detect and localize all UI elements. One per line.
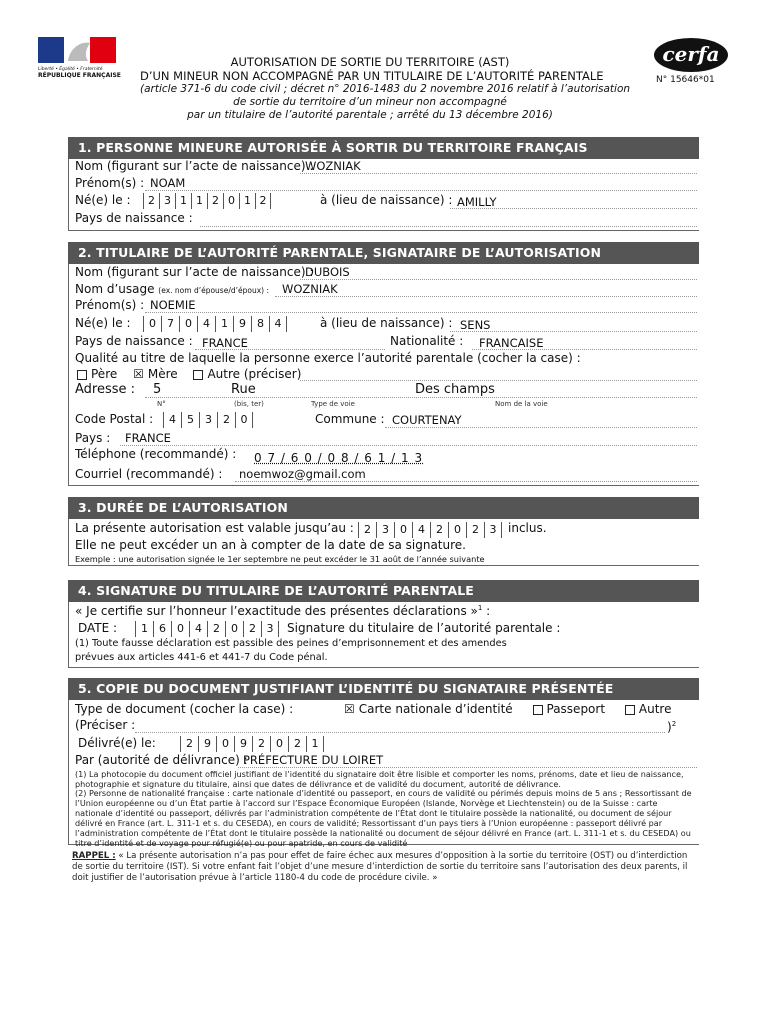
digit: 3	[376, 522, 394, 538]
digit: 0	[235, 412, 253, 428]
parent-lieu-label: à (lieu de naissance) :	[320, 316, 453, 330]
preciser-end	[667, 720, 676, 734]
digit: 2	[430, 522, 448, 538]
parent-birth-date[interactable]	[143, 316, 287, 332]
adresse-label: Adresse :	[75, 382, 136, 397]
autre-label: Autre (préciser)	[207, 367, 302, 381]
certify-main: « Je certifie sur l’honneur l’exactitude des présentes déclarations »	[75, 604, 478, 618]
digit: 2	[207, 193, 223, 209]
valid-date[interactable]	[358, 522, 502, 538]
usage-label-text: Nom d’usage	[75, 282, 155, 296]
tel-value[interactable]: 0 7 / 6 0 / 0 8 / 6 1 / 1 3	[254, 451, 424, 465]
valid-example: Exemple : une autorisation signée le 1er septembre ne peut excéder le 31 août de l’année suivante	[75, 554, 485, 564]
minor-lieu-value[interactable]: AMILLY	[457, 195, 497, 209]
valid-line-2: Elle ne peut excéder un an à compter de la date de sa signature.	[75, 538, 466, 552]
cerfa-logo: cerfa	[654, 38, 728, 72]
cp-digits[interactable]	[163, 412, 253, 428]
section-1-header: 1. PERSONNE MINEURE AUTORISÉE À SORTIR DU TERRITOIRE FRANÇAIS	[68, 137, 699, 159]
digit: 4	[412, 522, 430, 538]
rappel	[72, 851, 699, 884]
hint-num: N°	[157, 400, 166, 408]
digit: 4	[269, 316, 287, 332]
commune-label: Commune :	[315, 412, 385, 426]
dotted-line	[450, 208, 697, 209]
checkbox-mere[interactable]: ☒	[133, 366, 144, 381]
digit: 2	[243, 621, 261, 637]
date-label: DATE :	[78, 621, 118, 635]
digit: 2	[466, 522, 484, 538]
cerfa-number: N° 15646*01	[656, 75, 715, 85]
signature-label: Signature du titulaire de l’autorité parentale :	[287, 621, 561, 635]
digit: 1	[239, 193, 255, 209]
parent-nat-value[interactable]: FRANCAISE	[479, 336, 544, 350]
parent-nom-label: Nom (figurant sur l’acte de naissance) :	[75, 265, 314, 279]
digit: 0	[225, 621, 243, 637]
dotted-line	[385, 427, 697, 428]
section-4-header: 4. SIGNATURE DU TITULAIRE DE L’AUTORITÉ PARENTALE	[68, 580, 699, 602]
section-5-header: 5. COPIE DU DOCUMENT JUSTIFIANT L’IDENTITÉ DU SIGNATAIRE PRÉSENTÉE	[68, 678, 699, 700]
signature-date[interactable]	[135, 621, 279, 637]
dotted-line	[238, 767, 697, 768]
republic-label: RÉPUBLIQUE FRANÇAISE	[38, 72, 121, 79]
parent-prenom-label: Prénom(s) :	[75, 298, 145, 312]
checkbox-cni[interactable]: ☒	[344, 701, 355, 716]
digit: 3	[484, 522, 502, 538]
cni-label: Carte nationale d’identité	[358, 702, 513, 716]
dotted-line	[135, 732, 665, 733]
digit: 4	[197, 316, 215, 332]
cp-label: Code Postal :	[75, 412, 154, 426]
digit: 8	[251, 316, 269, 332]
digit: 0	[394, 522, 412, 538]
dotted-line	[472, 349, 697, 350]
dotted-line	[300, 380, 697, 381]
usage-hint: (ex. nom d’épouse/d’époux) :	[158, 286, 269, 295]
hint-type: Type de voie	[311, 400, 355, 408]
parent-usage-label	[75, 282, 269, 296]
doc-type-label: Type de document (cocher la case) :	[75, 702, 294, 716]
minor-birth-label: Né(e) le :	[75, 193, 131, 207]
digit: 7	[161, 316, 179, 332]
digit: 9	[198, 736, 216, 752]
minor-birth-date[interactable]	[143, 193, 271, 209]
minor-pays-label: Pays de naissance :	[75, 211, 193, 225]
checkbox-autre[interactable]	[193, 370, 203, 380]
digit: 2	[252, 736, 270, 752]
footnote-1: (1) La photocopie du document officiel justifiant de l’identité du signataire doit être lisible et comporter les noms, prénoms, date et lieu de naissance, photographie et signature du titulaire, ainsi que dates de délivrance et de validité du document, autorité de délivrance.	[75, 769, 684, 789]
rappel-label: RAPPEL :	[72, 851, 116, 861]
par-value[interactable]: PRÉFECTURE DU LOIRET	[243, 753, 384, 767]
adresse-type-voie[interactable]: Rue	[231, 382, 256, 397]
minor-lieu-label: à (lieu de naissance) :	[320, 193, 453, 207]
digit: 0	[171, 621, 189, 637]
motto: Liberté • Égalité • Fraternité	[38, 67, 103, 72]
preciser-paren: )	[667, 720, 672, 734]
inclus-label: inclus.	[508, 521, 547, 535]
subtitle-line-3: par un titulaire de l’autorité parentale ; arrêté du 13 décembre 2016)	[187, 109, 553, 121]
adresse-nom-voie[interactable]: Des champs	[415, 382, 495, 397]
digit: 0	[270, 736, 288, 752]
digit: 6	[153, 621, 171, 637]
parent-nat-label: Nationalité :	[390, 334, 464, 348]
digit: 1	[306, 736, 324, 752]
digit: 1	[175, 193, 191, 209]
tel-label: Téléphone (recommandé) :	[75, 447, 237, 461]
pere-label: Père	[91, 367, 118, 381]
digit: 0	[143, 316, 161, 332]
title-line-1: AUTORISATION DE SORTIE DU TERRITOIRE (AST)	[230, 55, 510, 69]
dotted-line	[300, 279, 697, 280]
doc-type-options	[344, 702, 671, 716]
digit: 5	[181, 412, 199, 428]
form-title	[140, 55, 631, 122]
par-label: Par (autorité de délivrance) :	[75, 753, 248, 767]
digit: 9	[234, 736, 252, 752]
dotted-line	[275, 296, 697, 297]
hint-nom: Nom de la voie	[495, 400, 548, 408]
digit: 2	[207, 621, 225, 637]
republique-logo	[38, 37, 121, 83]
commune-value[interactable]: COURTENAY	[392, 413, 462, 427]
pays2-value[interactable]: FRANCE	[125, 431, 171, 445]
mere-label: Mère	[147, 367, 178, 381]
parent-lieu-value[interactable]: SENS	[460, 318, 491, 332]
minor-nom-value[interactable]: WOZNIAK	[305, 159, 361, 173]
certify-sup: 1	[477, 604, 483, 612]
pays2-label: Pays :	[75, 431, 111, 445]
digit: 2	[143, 193, 159, 209]
checkbox-pere[interactable]	[77, 370, 87, 380]
parent-nom-value[interactable]: DUBOIS	[305, 265, 350, 279]
fausse-declaration-note-1: (1) Toute fausse déclaration est passible des peines d’emprisonnement et des amendes	[75, 638, 507, 649]
fausse-declaration-note-2: prévues aux articles 441-6 et 441-7 du Code pénal.	[75, 652, 328, 663]
digit: 4	[163, 412, 181, 428]
section-3-header: 3. DURÉE DE L’AUTORISATION	[68, 497, 699, 519]
digit: 3	[159, 193, 175, 209]
digit: 0	[448, 522, 466, 538]
minor-prenom-label: Prénom(s) :	[75, 176, 145, 190]
minor-prenom-value[interactable]: NOAM	[150, 176, 186, 190]
digit: 2	[255, 193, 271, 209]
checkbox-autre-doc[interactable]	[625, 705, 635, 715]
dotted-line	[300, 173, 697, 174]
valid-label: La présente autorisation est valable jusqu’au :	[75, 521, 354, 535]
title-line-2: D’UN MINEUR NON ACCOMPAGNÉ PAR UN TITULAIRE DE L’AUTORITÉ PARENTALE	[140, 69, 604, 83]
footnote-2: (2) Personne de nationalité française : carte nationale d’identité ou passeport, en cours de validité ou périmés depuis moins de 5 ans ; Ressortissant de l’Union européenne ou d’un État partie à l’accord sur l’Espace Économique Européen (Islande, Norvège et Liechtenstein) ou de la Suisse : carte nationale d’identité ou passeport, délivrés par l’administration compétente de l’État dont le titulaire possède la nationalité, ou document de séjour délivré en France (art. L. 311-1 et s. du CESEDA), en cours de validité; Ressortissant d’un pays tiers à l’Union européenne : passeport délivré par l’administration compétente de l’État dont le titulaire possède la nationalité ou document de séjour délivré en France (art. L. 311-1 et s. du CESEDA) ou titre d’identité et de voyage pour réfugié(e) ou pour apatride, en cours de validité	[75, 788, 692, 848]
digit: 3	[199, 412, 217, 428]
digit: 0	[216, 736, 234, 752]
passeport-label: Passeport	[546, 702, 606, 716]
parent-prenom-value[interactable]: NOEMIE	[150, 298, 196, 312]
digit: 0	[179, 316, 197, 332]
dotted-line	[200, 226, 697, 227]
digit: 2	[180, 736, 198, 752]
parent-pays-label: Pays de naissance :	[75, 334, 193, 348]
certify-end: :	[482, 604, 491, 618]
dotted-line	[450, 331, 697, 332]
digit: 4	[189, 621, 207, 637]
delivre-label: Délivré(e) le:	[78, 736, 156, 750]
mail-label: Courriel (recommandé) :	[75, 467, 223, 481]
digit: 0	[223, 193, 239, 209]
dotted-line	[195, 349, 385, 350]
digit: 1	[215, 316, 233, 332]
parent-usage-value[interactable]: WOZNIAK	[282, 282, 338, 296]
checkbox-passeport[interactable]	[533, 705, 543, 715]
delivre-date[interactable]	[180, 736, 324, 752]
adresse-num[interactable]: 5	[153, 382, 162, 397]
subtitle-line-1: (article 371-6 du code civil ; décret n° 2016-1483 du 2 novembre 2016 relatif à l’autorisation	[140, 83, 631, 95]
digit: 2	[288, 736, 306, 752]
digit: 9	[233, 316, 251, 332]
preciser-label: (Préciser :	[75, 718, 136, 732]
qualite-options	[77, 367, 301, 381]
section-2-header: 2. TITULAIRE DE L’AUTORITÉ PARENTALE, SIGNATAIRE DE L’AUTORISATION	[68, 242, 699, 264]
dotted-line	[145, 397, 697, 398]
dotted-line	[145, 312, 697, 313]
dotted-line	[235, 481, 697, 482]
digit: 2	[217, 412, 235, 428]
digit: 1	[135, 621, 153, 637]
subtitle-line-2: de sortie du territoire d’un mineur non accompagné	[233, 96, 507, 108]
digit: 3	[261, 621, 279, 637]
digit: 1	[191, 193, 207, 209]
qualite-label: Qualité au titre de laquelle la personne exerce l’autorité parentale (cocher la case) :	[75, 351, 581, 365]
parent-pays-value[interactable]: FRANCE	[202, 336, 248, 350]
dotted-line	[120, 445, 697, 446]
marianne-icon	[38, 37, 116, 63]
rappel-text: « La présente autorisation n’a pas pour effet de faire échec aux mesures d’opposition à la sortie du territoire (OST) ou d’interdiction de sortie du territoire (IST). Si votre enfant fait l’objet d’une mesure d’interdiction de sortie du territoire sans l’autorisation des deux parents, il doit justifier de l’autorisation prévue à l’article 1180-4 du code de procédure civile. »	[72, 851, 688, 883]
minor-nom-label: Nom (figurant sur l’acte de naissance) :	[75, 159, 314, 173]
hint-bis: (bis, ter)	[234, 400, 264, 408]
mail-value[interactable]: noemwoz@gmail.com	[239, 467, 366, 481]
parent-birth-label: Né(e) le :	[75, 316, 131, 330]
preciser-sup: 2	[671, 720, 677, 728]
certify-text	[75, 604, 490, 618]
digit: 2	[358, 522, 376, 538]
dotted-line	[145, 190, 697, 191]
autre-doc-label: Autre	[638, 702, 672, 716]
